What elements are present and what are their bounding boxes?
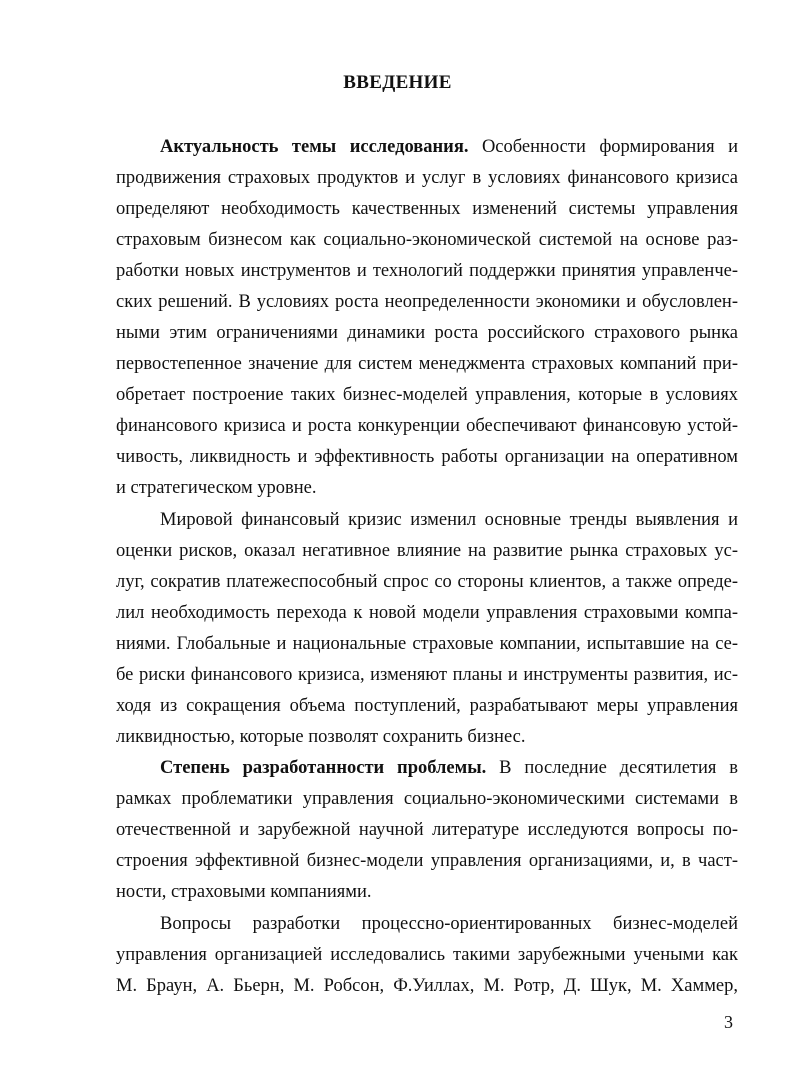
paragraph-lead: Степень разработанности проблемы.: [160, 758, 487, 778]
paragraph-lead: Актуальность темы исследования.: [160, 137, 469, 157]
text-line: М. Браун, А. Бьерн, М. Робсон, Ф.Уиллах, М. Ротр, Д. Шук, М. Хаммер,: [116, 976, 738, 996]
text-line: ниями. Глобальные и национальные страховые компании, испытавшие на се-: [116, 634, 738, 654]
text-line: первостепенное значение для систем менеджмента страховых компаний при-: [116, 354, 738, 374]
text-line: ными этим ограничениями динамики роста российского страхового рынка: [116, 323, 738, 343]
text-line: и стратегическом уровне.: [116, 478, 317, 498]
text-line: луг, сократив платежеспособный спрос со стороны клиентов, а также опреде-: [116, 572, 738, 592]
page-title: ВВЕДЕНИЕ: [343, 72, 452, 93]
text-line: финансового кризиса и роста конкуренции обеспечивают финансовую устой-: [116, 416, 738, 436]
text-line: Степень разработанности проблемы. В последние десятилетия в: [160, 758, 738, 778]
text-line: работки новых инструментов и технологий поддержки принятия управленче-: [116, 261, 738, 281]
text-line: управления организацией исследовались такими зарубежными учеными как: [116, 945, 738, 965]
text-line: обретает построение таких бизнес-моделей управления, которые в условиях: [116, 385, 738, 405]
page-number: 3: [724, 1012, 733, 1032]
text-line: страховым бизнесом как социально-экономической системой на основе раз-: [116, 230, 738, 250]
text-line: ходя из сокращения объема поступлений, разрабатывают меры управления: [116, 696, 738, 716]
text-line: Вопросы разработки процессно-ориентированных бизнес-моделей: [160, 914, 738, 934]
text-line: Актуальность темы исследования. Особенности формирования и: [160, 137, 739, 157]
text-line: ских решений. В условиях роста неопределенности экономики и обусловлен-: [116, 292, 738, 312]
text-line: продвижения страховых продуктов и услуг в условиях финансового кризиса: [116, 168, 738, 188]
text-line: определяют необходимость качественных изменений системы управления: [116, 199, 738, 219]
text-line: отечественной и зарубежной научной литературе исследуются вопросы по-: [116, 820, 738, 840]
text-line: бе риски финансового кризиса, изменяют планы и инструменты развития, ис-: [116, 665, 738, 685]
text-line: чивость, ликвидность и эффективность работы организации на оперативном: [116, 447, 738, 467]
text-line: рамках проблематики управления социально-экономическими системами в: [116, 789, 738, 809]
text-line: ликвидностью, которые позволят сохранить бизнес.: [116, 727, 526, 747]
text-line: Мировой финансовый кризис изменил основные тренды выявления и: [160, 510, 738, 530]
text-line: ности, страховыми компаниями.: [116, 882, 372, 902]
text-line: строения эффективной бизнес-модели управления организациями, и, в част-: [116, 851, 738, 871]
text-line: оценки рисков, оказал негативное влияние на развитие рынка страховых ус-: [116, 541, 738, 561]
text-line: лил необходимость перехода к новой модели управления страховыми компа-: [116, 603, 738, 623]
